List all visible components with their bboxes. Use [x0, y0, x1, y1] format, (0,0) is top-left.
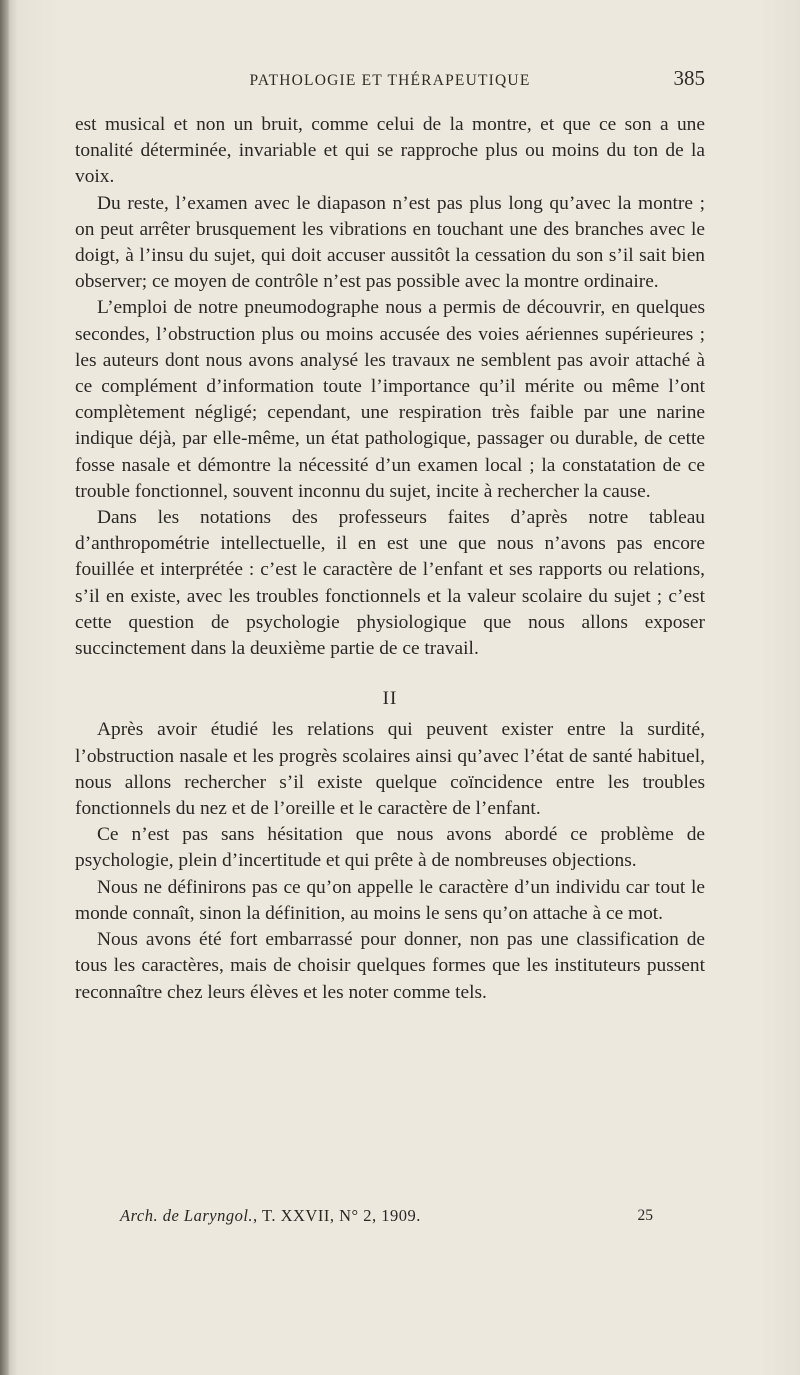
body-text — [75, 112, 705, 1006]
paragraph: Nous ne définirons pas ce qu’on appelle le caractère d’un individu car tout le monde connaît, sinon la définition, au moins le sens qu’on attache à ce mot. — [75, 876, 705, 924]
paragraph: Après avoir étudié les relations qui peuvent exister entre la surdité, l’obstruction nasale et les progrès scolaires ainsi qu’avec l’état de santé habituel, nous allons rechercher s’il existe quelque coïncidence entre les troubles fonctionnels du nez et de l’oreille et le caractère de l’enfant. — [75, 719, 705, 820]
page-number: 385 — [673, 66, 705, 90]
page-header — [75, 66, 705, 94]
journal-citation — [120, 1206, 421, 1226]
paragraph: L’emploi de notre pneumodographe nous a permis de découvrir, en quelques secondes, l’obstruction plus ou moins accusée des voies aériennes supérieures ; les auteurs dont nous avons analysé les travaux ne semblent pas avoir attaché à ce complément d’information toute l’importance qu’il mérite ou même l’ont complètement négligé; cependant, une respiration très faible par une narine indique déjà, par elle-même, un état pathologique, passager ou durable, de cette fosse nasale et démontre la nécessité d’un examen local ; la constatation de ce trouble fonctionnel, souvent inconnu du sujet, incite à rechercher la cause. — [75, 297, 705, 502]
book-spine-shadow — [0, 0, 10, 1375]
paragraph: Dans les notations des professeurs faites d’après notre tableau d’anthropométrie intellectuelle, il en est une que nous n’avons pas encore fouillée et interprétée : c’est le caractère de l’enfant et ses rapports ou relations, s’il en existe, avec les troubles fonctionnels et la valeur scolaire du sujet ; c’est cette question de psychologie physiologique que nous allons exposer succinctement dans la deuxième partie de ce travail. — [75, 507, 705, 660]
journal-title: Arch. de Laryngol. — [120, 1206, 254, 1225]
paragraph: est musical et non un bruit, comme celui de la montre, et que ce son a une tonalité déterminée, invariable et qui se rapproche plus ou moins du ton de la voix. — [75, 114, 705, 188]
section-heading: II — [382, 688, 398, 710]
paragraph: Ce n’est pas sans hésitation que nous avons abordé ce problème de psychologie, plein d’incertitude et qui prête à de nombreuses objections. — [75, 824, 705, 872]
page-footer — [75, 1206, 705, 1232]
running-head: PATHOLOGIE ET THÉRAPEUTIQUE — [249, 72, 531, 89]
journal-volume: , T. XXVII, N° 2, 1909. — [253, 1206, 421, 1225]
signature-mark: 25 — [637, 1207, 653, 1224]
paragraph: Nous avons été fort embarrassé pour donner, non pas une classification de tous les caractères, mais de choisir quelques formes que les instituteurs pussent reconnaître chez leurs élèves et les noter comme tels. — [75, 929, 705, 1003]
paragraph: Du reste, l’examen avec le diapason n’est pas plus long qu’avec la montre ; on peut arrêter brusquement les vibrations en touchant une des branches avec le doigt, à l’insu du sujet, qui doit accuser aussitôt la cessation du son s’il sait bien observer; ce moyen de contrôle n’est pas possible avec la montre ordinaire. — [75, 192, 705, 293]
